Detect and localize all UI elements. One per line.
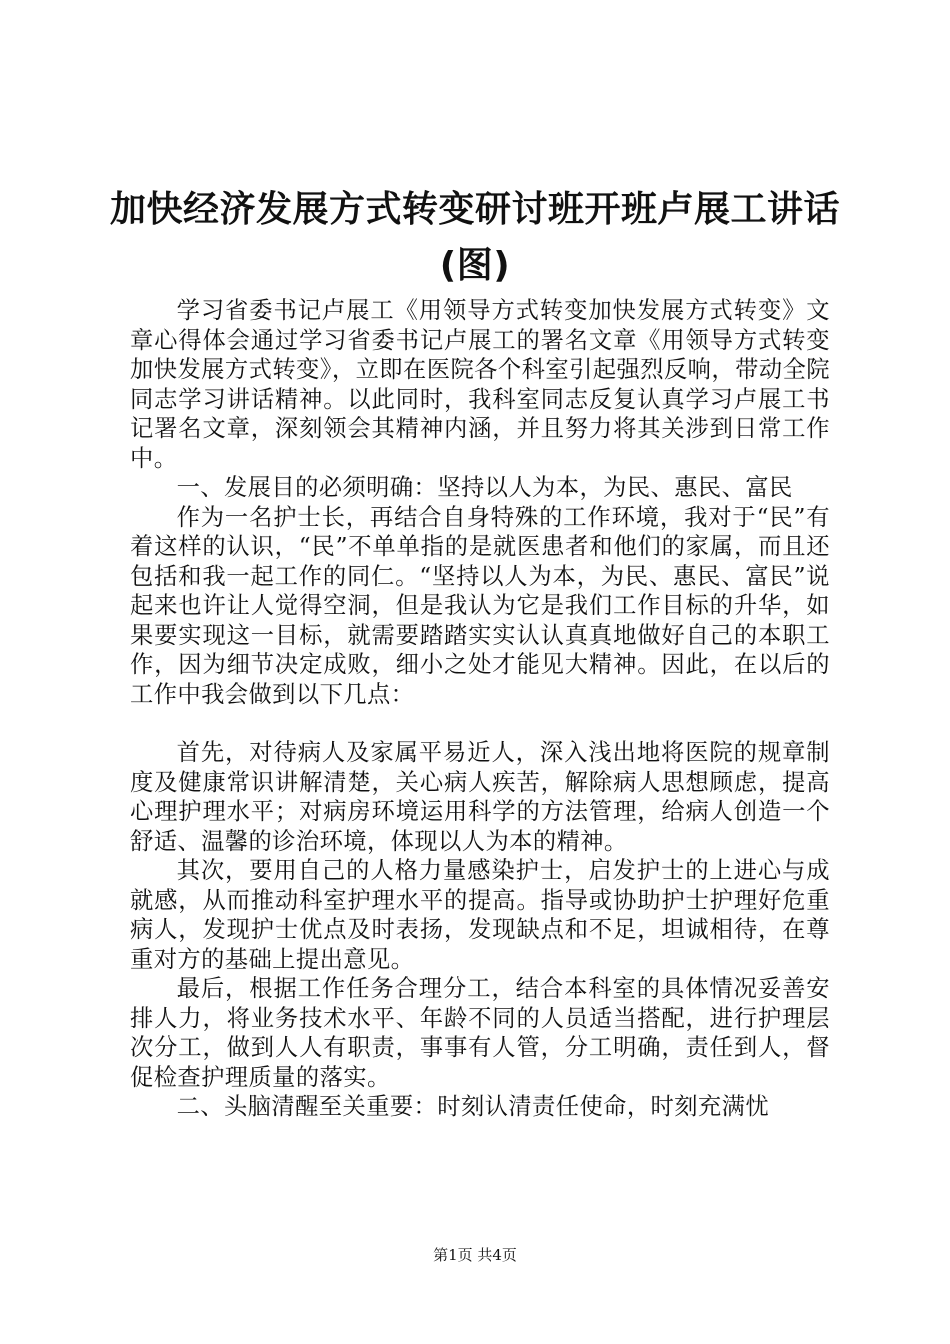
paragraph-second: 其次，要用自己的人格力量感染护士，启发护士的上进心与成就感，从而推动科室护理水平的提高。指导或协助护士护理好危重病人，发现护士优点及时表扬，发现缺点和不足，坦诚相待，在尊重对方的基础上提出意见。 [130, 857, 830, 973]
paragraph-intro: 学习省委书记卢展工《用领导方式转变加快发展方式转变》文章心得体会通过学习省委书记卢展工的署名文章《用领导方式转变加快发展方式转变》，立即在医院各个科室引起强烈反响，带动全院同志学习讲话精神。以此同时，我科室同志反复认真学习卢展工书记署名文章，深刻领会其精神内涵，并且努力将其关涉到日常工作中。 [130, 297, 830, 472]
page-number-footer: 第1页 共4页 [433, 1246, 517, 1264]
paragraph-nurse-head: 作为一名护士长，再结合自身特殊的工作环境，我对于“民”有着这样的认识，“民”不单单指的是就医患者和他们的家属，而且还包括和我一起工作的同仁。“坚持以人为本，为民、惠民、富民”说起来也许让人觉得空洞，但是我认为它是我们工作目标的升华，如果要实现这一目标，就需要踏踏实实认认真真地做好自己的本职工作，因为细节决定成败，细小之处才能见大精神。因此，在以后的工作中我会做到以下几点： [130, 503, 830, 708]
document-title: 加快经济发展方式转变研讨班开班卢展工讲话(图) [110, 189, 841, 286]
document-body [130, 296, 830, 1122]
heading-section-one: 一、发展目的必须明确：坚持以人为本，为民、惠民、富民 [176, 474, 793, 501]
paragraph-first: 首先，对待病人及家属平易近人，深入浅出地将医院的规章制度及健康常识讲解清楚，关心病人疾苦，解除病人思想顾虑，提高心理护理水平；对病房环境运用科学的方法管理，给病人创造一个舒适、温馨的诊治环境，体现以人为本的精神。 [130, 739, 830, 855]
heading-section-two: 二、头脑清醒至关重要：时刻认清责任使命，时刻充满忧 [176, 1093, 770, 1120]
paragraph-last: 最后，根据工作任务合理分工，结合本科室的具体情况妥善安排人力，将业务技术水平、年龄不同的人员适当搭配，进行护理层次分工，做到人人有职责，事事有人管，分工明确，责任到人，督促检查护理质量的落实。 [130, 975, 830, 1091]
